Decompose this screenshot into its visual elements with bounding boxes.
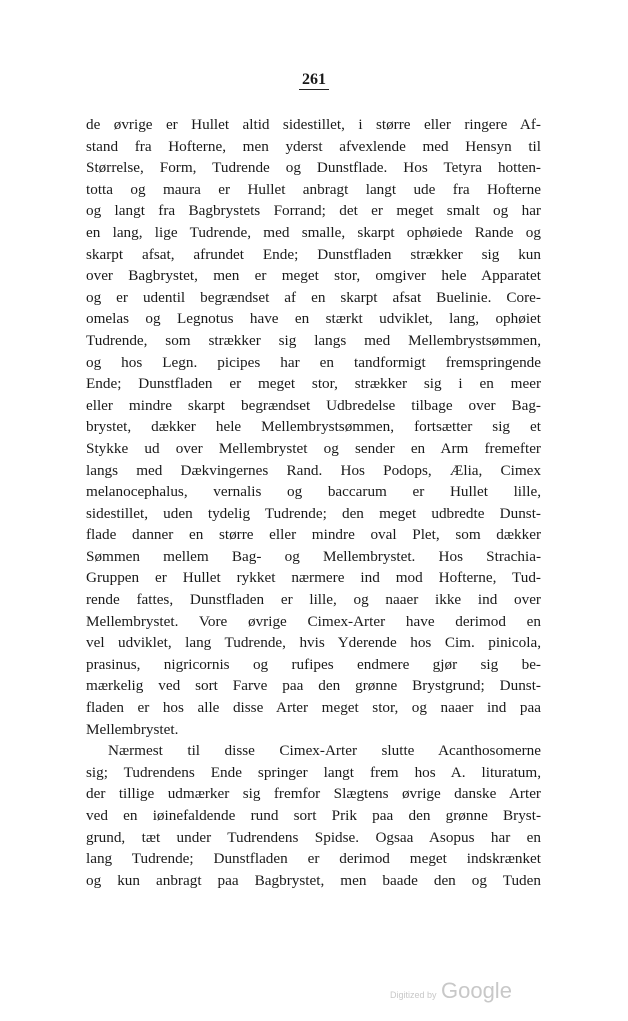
text-line: sig; Tudrendens Ende springer langt frem hos A. lituratum, <box>86 763 541 781</box>
text-line: melanocephalus, vernalis og baccarum er Hullet lille, <box>86 483 541 501</box>
text-line: rende fattes, Dunstfladen er lille, og naaer ikke ind over <box>86 591 541 609</box>
text-line: eller mindre skarpt begrændset Udbredelse tilbage over Bag- <box>86 396 541 414</box>
watermark-brand: Google <box>440 978 512 1003</box>
text-line: ved en iøinefaldende rund sort Prik paa den grønne Bryst- <box>86 807 541 824</box>
text-line: Nærmest til disse Cimex-Arter slutte Acanthosomerne <box>108 742 541 760</box>
text-line: vel udviklet, lang Tudrende, hvis Yderende hos Cim. pinicola, <box>86 634 541 652</box>
text-line: flade danner en større eller mindre oval Plet, som dækker <box>86 526 541 544</box>
text-line: de øvrige er Hullet altid sidestillet, i større eller ringere Af- <box>86 116 541 133</box>
text-line: prasinus, nigricornis og rufipes endmere gjør sig be- <box>86 655 541 673</box>
text-line: grund, tæt under Tudrendens Spidse. Ogsaa Asopus har en <box>86 828 541 846</box>
paragraph-container <box>86 114 541 891</box>
text-line: brystet, dækker hele Mellembrystsømmen, fortsætter sig et <box>86 418 541 436</box>
page-number-text: 261 <box>299 71 329 90</box>
text-line: Stykke ud over Mellembrystet og sender en Arm fremefter <box>86 439 541 457</box>
text-line: skarpt afsat, afrundet Ende; Dunstfladen strækker sig kun <box>86 245 541 263</box>
text-line: mærkelig ved sort Farve paa den grønne Brystgrund; Dunst- <box>86 677 541 695</box>
page-number <box>0 71 628 89</box>
text-line: langs med Dækvingernes Rand. Hos Podops, Ælia, Cimex <box>86 461 541 479</box>
text-line: totta og maura er Hullet anbragt langt ude fra Hofterne <box>86 180 541 198</box>
text-line: stand fra Hofterne, men yderst afvexlende med Hensyn til <box>86 137 541 155</box>
body-text <box>86 114 541 891</box>
text-line: omelas og Legnotus have en stærkt udviklet, lang, ophøiet <box>86 310 541 328</box>
text-line: Mellembrystet. <box>86 720 179 738</box>
text-line: og langt fra Bagbrystets Forrand; det er meget smalt og har <box>86 202 541 220</box>
text-line: Ende; Dunstfladen er meget stor, strækker sig i en meer <box>86 375 541 393</box>
text-line: og kun anbragt paa Bagbrystet, men baade den og Tuden <box>86 871 541 889</box>
text-line: sidestillet, uden tydelig Tudrende; den meget udbredte Dunst- <box>86 504 541 522</box>
text-line: Sømmen mellem Bag- og Mellembrystet. Hos Strachia- <box>86 547 541 565</box>
text-line: over Bagbrystet, men er meget stor, omgiver hele Apparatet <box>86 267 541 285</box>
text-line: og hos Legn. picipes har en tandformigt fremspringende <box>86 353 541 371</box>
text-line: Tudrende, som strækker sig langs med Mellembrystsømmen, <box>86 331 541 349</box>
digitized-watermark <box>390 978 512 1004</box>
text-line: og er udentil begrændset af en skarpt afsat Buelinie. Core- <box>86 288 541 306</box>
text-line: der tillige udmærker sig fremfor Slægtens øvrige danske Arter <box>86 785 541 803</box>
text-line: Størrelse, Form, Tudrende og Dunstflade. Hos Tetyra hotten- <box>86 159 541 177</box>
watermark-prefix: Digitized by <box>390 990 437 1000</box>
text-line: Gruppen er Hullet rykket nærmere ind mod Hofterne, Tud- <box>86 569 541 587</box>
text-line: fladen er hos alle disse Arter meget stor, og naaer ind paa <box>86 699 541 717</box>
text-line: Mellembrystet. Vore øvrige Cimex-Arter have derimod en <box>86 612 541 630</box>
text-line: lang Tudrende; Dunstfladen er derimod meget indskrænket <box>86 850 541 868</box>
text-line: en lang, lige Tudrende, med smalle, skarpt ophøiede Rande og <box>86 223 541 241</box>
